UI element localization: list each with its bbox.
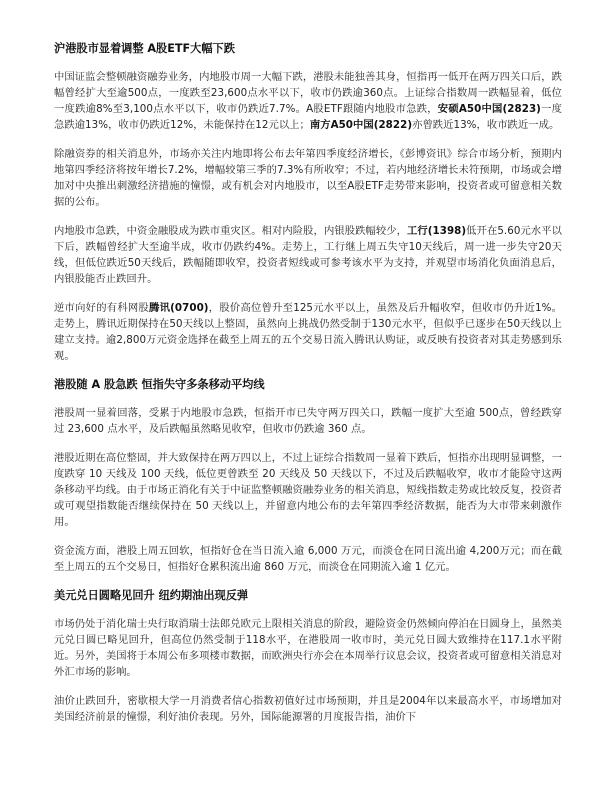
text-run: 港股近期在高位整固，并大致保持在两万四以上，不过上证综合指数周一显着下跌后，恒指亦出现明显调整，一度跌穿 10 天线及 100 天线，低位更曾跌至 20 天线及 50 天线以下，不过及后跌幅收窄，收市才能险守这两条移动平均线。由于市场正消化有关于中证监整顿融资融券业务的相关消息，短线指数走势或比较反复，投资者或可观望指数能否继续保持在 50 天线以上，并留意内地公布的去年第四季经济数据，能否为大市带来刺激作用。 — [54, 452, 562, 528]
paragraph — [54, 693, 562, 725]
paragraph — [54, 300, 562, 364]
paragraph — [54, 146, 562, 210]
text-run: 除融资券的相关消息外，市场亦关注内地即将公布去年第四季度经济增长，《彭博资讯》综合市场分析，预期内地第四季经济将按年增长7.2%，增幅较第三季的7.3%有所收窄；不过，若内地经济增长未符预期，市场或会增加对中央推出刺激经济措施的憧憬，或有机会对内地股市，以至A股ETF走势带来影响，投资者或可留意相关数据的公布。 — [54, 148, 562, 208]
text-run: 亦曾跌近13%，收市跌近一成。 — [412, 119, 560, 131]
section-heading-shanghai-hk: 沪港股市显着调整 A股ETF大幅下跌 — [54, 42, 235, 55]
text-run: 油价止跌回升，密歇根大学一月消费者信心指数初值好过市场预期，并且是2004年以来最高水平，市场增加对美国经济前景的憧憬，利好油价表现。另外，国际能源署的月度报告指，油价下 — [54, 695, 562, 723]
text-run: 资金流方面，港股上周五回软，恒指好仓在当日流入逾 6,000 万元，而淡仓在同日流出逾 4,200万元；而在截至上周五的五个交易日，恒指好仓累积流出逾 860 万元，而淡仓在同期流入逾 1 亿元。 — [54, 545, 562, 573]
paragraph — [54, 405, 562, 437]
text-run: 一度急跌逾13%，收市仍跌近12%，未能保持在12元以上； — [54, 103, 562, 131]
paragraph — [54, 450, 562, 530]
text-run: 中国证监会整顿融资融券业务，内地股市周一大幅下跌，港股未能独善其身，恒指再一低开在两万四关口后，跌幅曾经扩大至逾500点，一度跌至23,600点水平以下，收市仍跌逾360点。上证综合指数周一跌幅显着，低位一度跌逾8%至3,100点水平以下，收市仍跌近7.7%。A股ETF跟随内地股市急跌， — [54, 71, 562, 115]
paragraph — [54, 543, 562, 575]
bold-stock-0700: 腾讯(0700) — [149, 302, 209, 314]
text-run: 低开在5.60元水平以下后，跌幅曾经扩大至逾半成，收市仍跌约4%。走势上，工行继上周五失守10天线后，周一进一步失守20天线，但低位跌近50天线后，跌幅随即收窄，投资者短线或可参考该水平为支持，并观望市场消化负面消息后，内银股能否止跌回升。 — [54, 225, 562, 285]
paragraph — [54, 616, 562, 680]
text-run: 内地股市急跌，中资金融股成为跌市重灾区。相对内险股，内银股跌幅较少， — [54, 225, 407, 237]
bold-stock-2822: 南方A50中国(2822) — [309, 119, 413, 131]
paragraph — [54, 69, 562, 133]
section-heading-usd-jpy-oil: 美元兑日圆略见回升 纽约期油出现反弹 — [54, 589, 249, 602]
section-heading-hk-stocks: 港股随 A 股急跌 恒指失守多条移动平均线 — [54, 378, 265, 391]
paragraph — [54, 223, 562, 287]
bold-stock-2823: 安硕A50中国(2823) — [437, 103, 541, 115]
bold-stock-1398: 工行(1398) — [407, 225, 467, 237]
text-run: 港股周一显着回落，受累于内地股市急跌，恒指开市已失守两万四关口，跌幅一度扩大至逾 500点，曾经跌穿过 23,600 点水平，及后跌幅虽然略见收窄，但收市仍跌逾 360 点。 — [54, 407, 562, 435]
text-run: 市场仍处于消化瑞士央行取消瑞士法郎兑欧元上限相关消息的阶段，避险资金仍然倾向停泊在日圆身上，虽然美元兑日圆已略见回升，但高位仍然受制于118水平，在港股周一收市时，美元兑日圆大致维持在117.1水平附近。另外，美国将于本周公布多项楼市数据，而欧洲央行亦会在本周举行议息会议，投资者或可留意相关消息对外汇市场的影响。 — [54, 618, 562, 678]
text-run: ，股价高位曾升至125元水平以上，虽然及后升幅收窄，但收市仍升近1%。走势上，腾讯近期保持在50天线以上整固，虽然向上挑战仍然受制于130元水平，但似乎已逐步在50天线以上建立支持。逾2,800万元资金选择在截至上周五的五个交易日流入腾讯认购证，或反映有投资者对其走势感到乐观。 — [54, 302, 562, 362]
text-run: 逆市向好的有科网股 — [54, 302, 150, 314]
